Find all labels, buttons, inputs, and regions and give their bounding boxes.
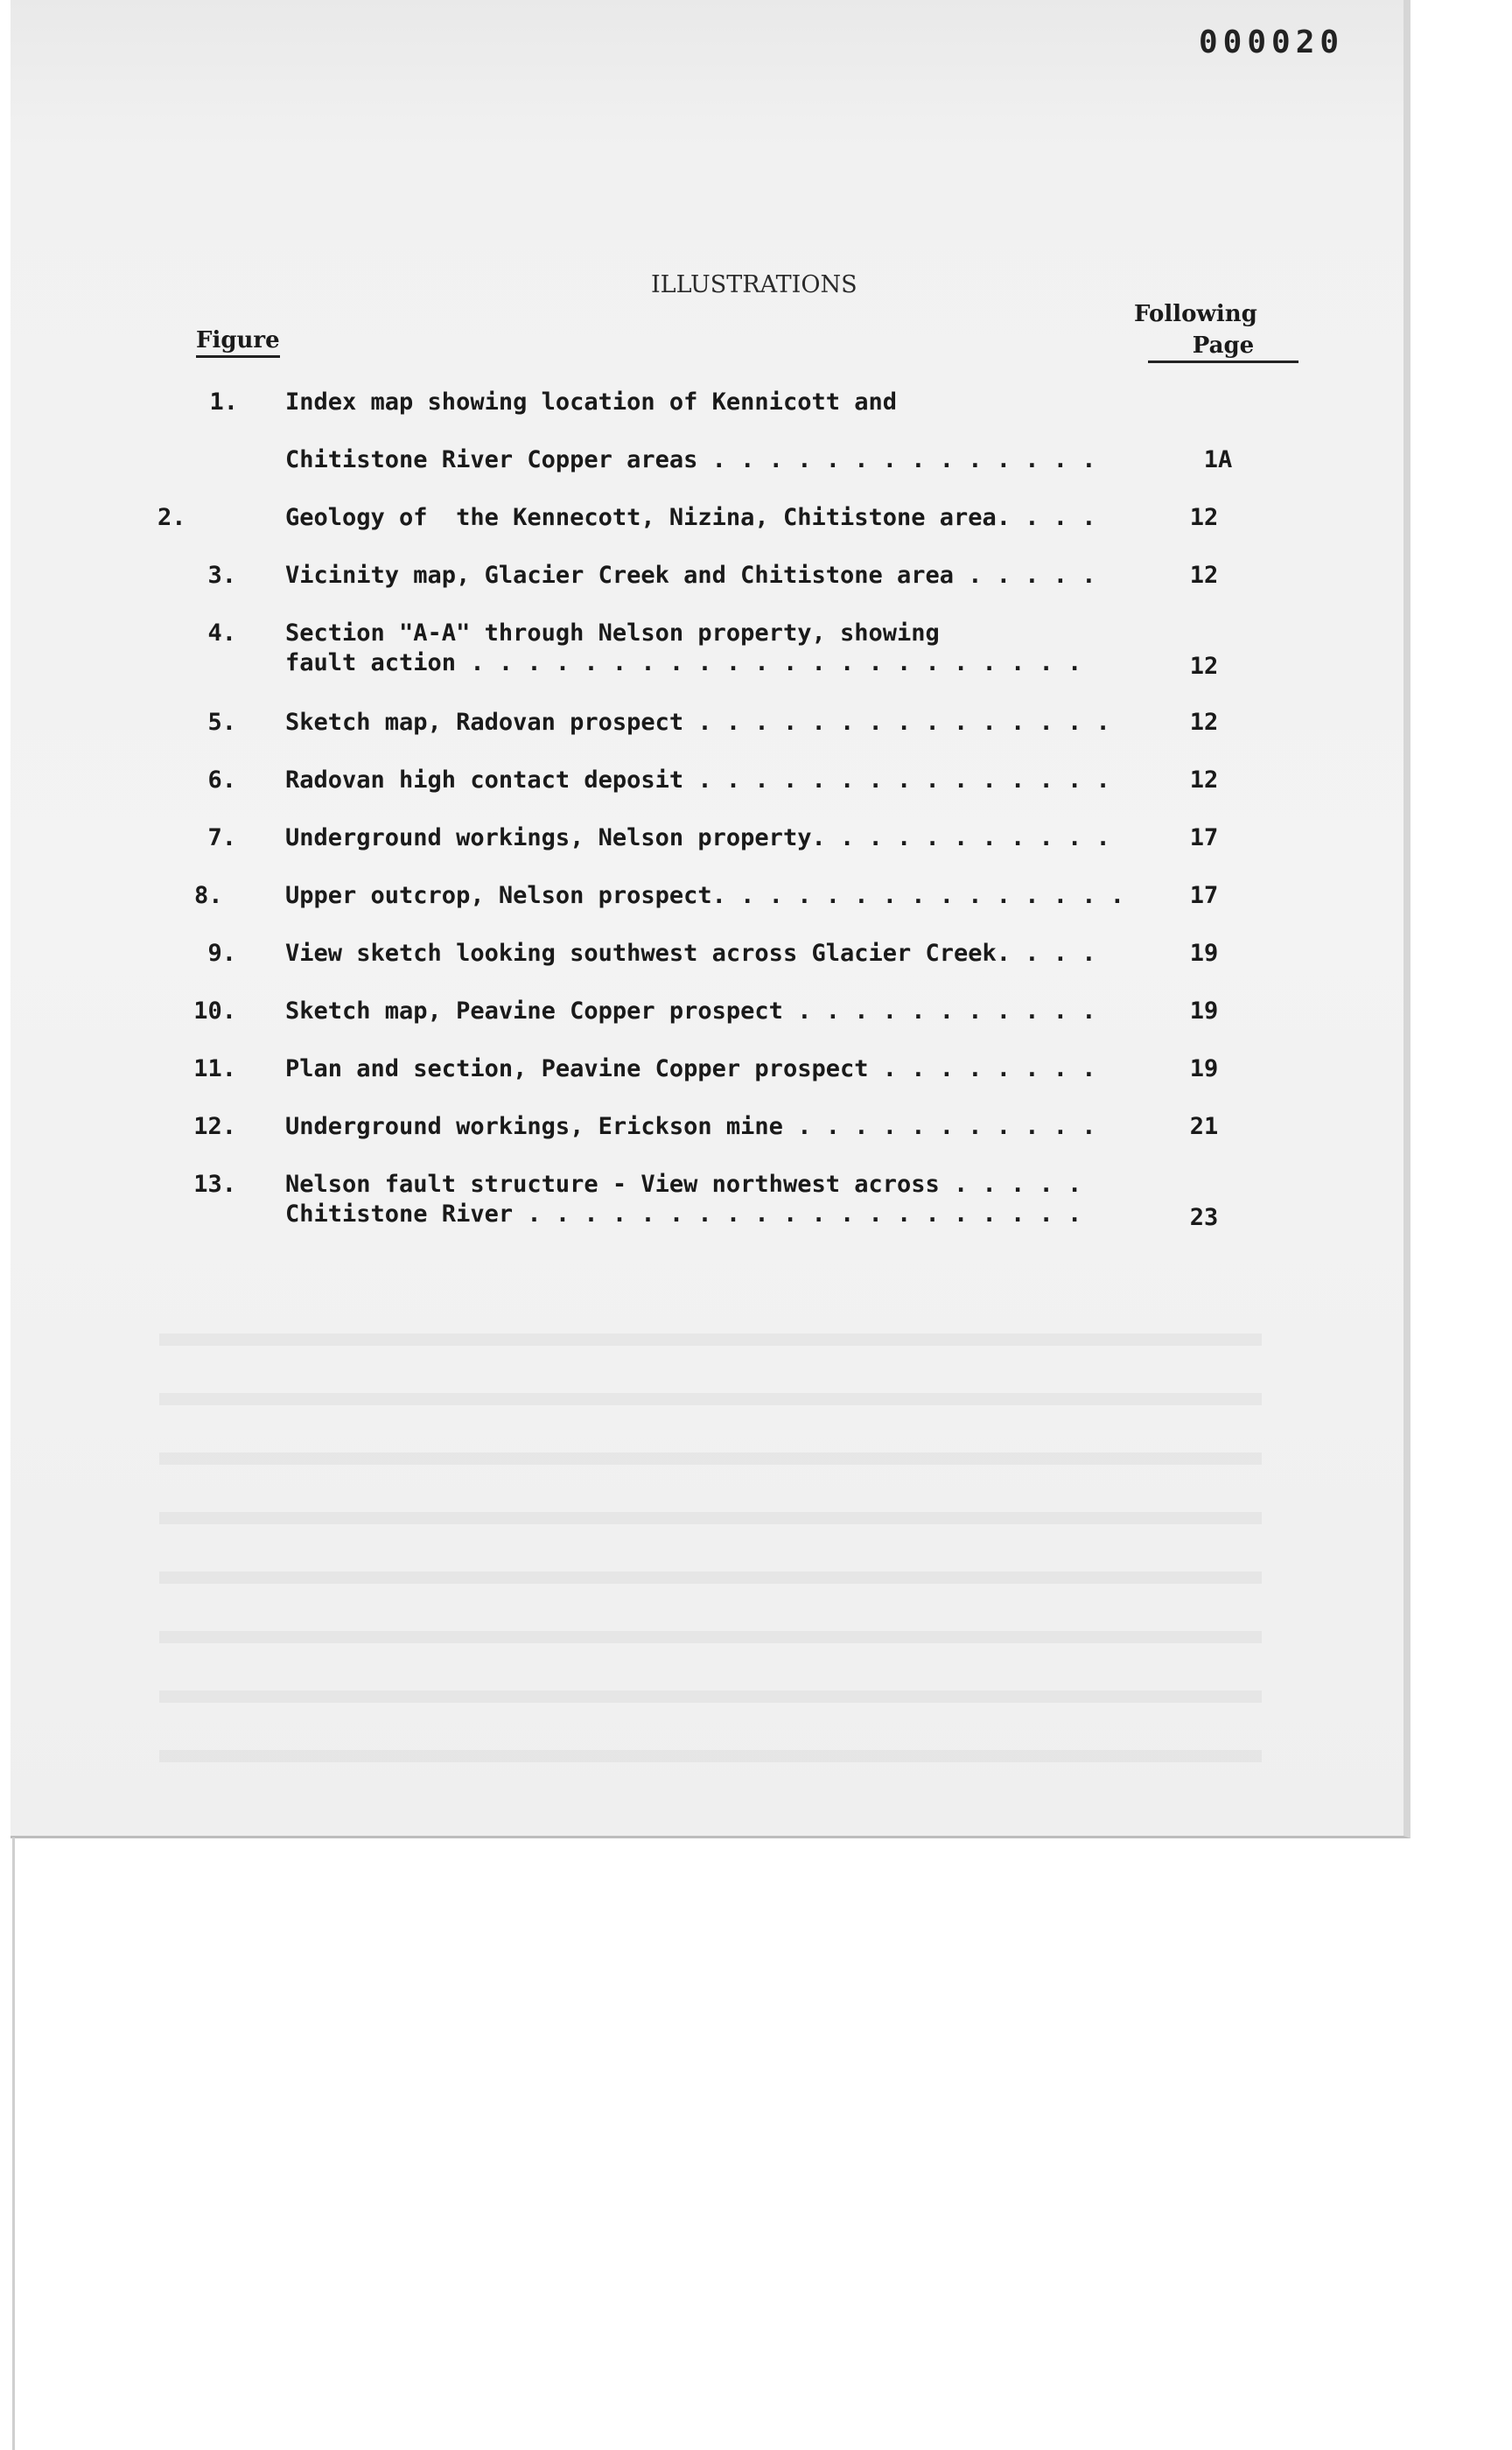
figure-caption-line: Sketch map, Peavine Copper prospect . . . . . . . . . . .: [285, 998, 1096, 1025]
paper-edge: [12, 1838, 15, 2450]
figure-number: 4.: [207, 620, 236, 647]
figure-number: 3.: [207, 562, 236, 589]
figure-page: 1A: [1203, 446, 1233, 473]
figure-number: 9.: [207, 940, 236, 967]
figure-caption-line: Chitistone River . . . . . . . . . . . . . . . . . . . .: [285, 1200, 1082, 1228]
figure-number: 6.: [207, 766, 236, 794]
figure-caption-line: Vicinity map, Glacier Creek and Chitistone area . . . . .: [285, 562, 1096, 589]
figure-caption-line: Chitistone River Copper areas . . . . . . . . . . . . . .: [285, 446, 1096, 473]
figure-page: 12: [1189, 504, 1219, 531]
figure-caption-line: Radovan high contact deposit . . . . . . . . . . . . . . .: [285, 766, 1110, 794]
page-title: ILLUSTRATIONS: [651, 271, 858, 298]
figure-page: 17: [1189, 882, 1219, 909]
figure-number: 10.: [193, 998, 236, 1025]
figure-page: 12: [1189, 766, 1219, 794]
figure-caption-line: Underground workings, Erickson mine . . . . . . . . . . .: [285, 1113, 1096, 1140]
figure-number: 7.: [207, 824, 236, 851]
figure-number: 13.: [193, 1171, 236, 1198]
figure-page: 12: [1189, 562, 1219, 589]
figure-page: 21: [1189, 1113, 1219, 1140]
bleed-through-text: [159, 1286, 1262, 1776]
figure-column-header: Figure: [196, 327, 280, 358]
document-id-stamp: 000020: [1199, 24, 1345, 60]
figure-page: 19: [1189, 998, 1219, 1025]
figure-caption-line: Plan and section, Peavine Copper prospect . . . . . . . .: [285, 1055, 1096, 1082]
figure-caption-line: Index map showing location of Kennicott and: [285, 388, 897, 416]
figure-number: 2.: [158, 504, 186, 531]
figure-page: 12: [1189, 653, 1219, 680]
figure-caption-line: Upper outcrop, Nelson prospect. . . . . . . . . . . . . . .: [285, 882, 1125, 909]
figure-page: 19: [1189, 940, 1219, 967]
following-column-header: Following: [1134, 301, 1257, 327]
figure-number: 11.: [193, 1055, 236, 1082]
figure-number: 1.: [209, 388, 238, 416]
figure-caption-line: Nelson fault structure - View northwest across . . . . .: [285, 1171, 1082, 1198]
figure-page: 19: [1189, 1055, 1219, 1082]
figure-number: 12.: [193, 1113, 236, 1140]
figure-page: 23: [1189, 1204, 1219, 1231]
figure-page: 12: [1189, 709, 1219, 736]
figure-number: 8.: [194, 882, 223, 909]
figure-caption-line: Sketch map, Radovan prospect . . . . . . . . . . . . . . .: [285, 709, 1110, 736]
figure-caption-line: Geology of the Kennecott, Nizina, Chitistone area. . . .: [285, 504, 1096, 531]
figure-caption-line: Underground workings, Nelson property. . . . . . . . . . .: [285, 824, 1110, 851]
figure-page: 17: [1189, 824, 1219, 851]
figure-caption-line: Section "A-A" through Nelson property, showing: [285, 620, 940, 647]
figure-caption-line: View sketch looking southwest across Glacier Creek. . . .: [285, 940, 1096, 967]
figure-caption-line: fault action . . . . . . . . . . . . . . . . . . . . . .: [285, 649, 1082, 676]
figure-number: 5.: [207, 709, 236, 736]
page-column-header: Page: [1148, 332, 1298, 363]
